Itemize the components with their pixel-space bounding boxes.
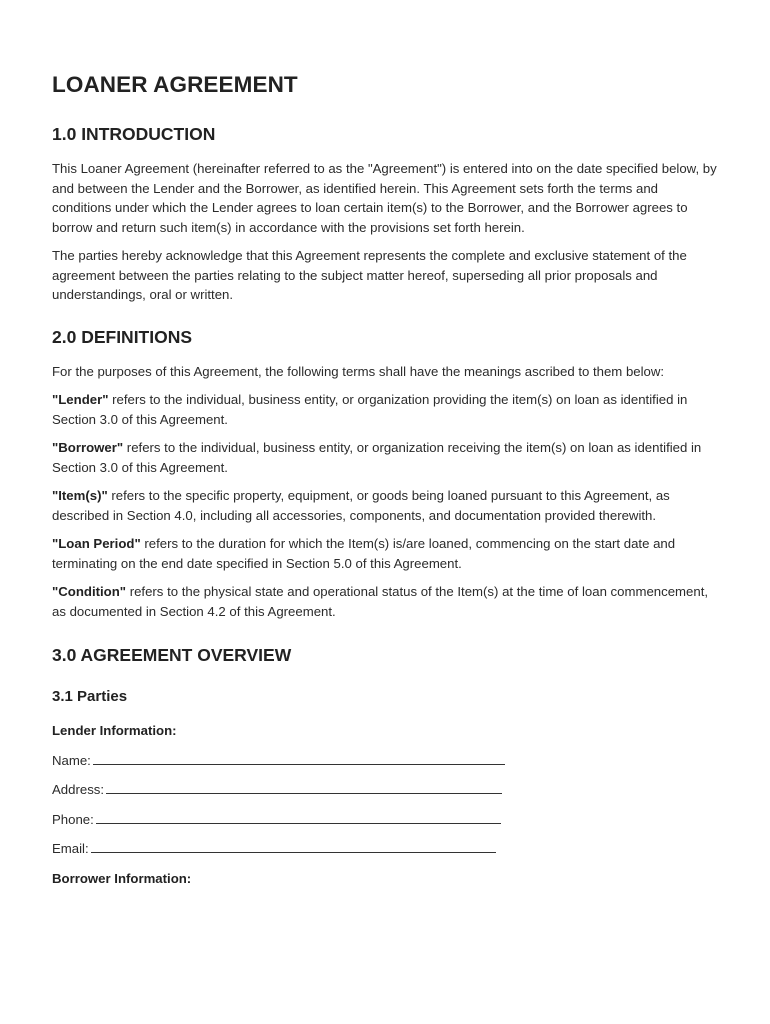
definition-term: "Item(s)"	[52, 488, 108, 503]
field-label: Name:	[52, 752, 91, 768]
fill-in-line[interactable]	[96, 810, 501, 824]
document-title: LOANER AGREEMENT	[52, 72, 298, 97]
definition-loan-period	[52, 534, 718, 573]
definition-text: refers to the individual, business entity, or organization providing the item(s) on loan as identified in Section 3.0 of this Agreement.	[52, 392, 688, 427]
section-heading: 3.0 AGREEMENT OVERVIEW	[52, 645, 292, 665]
borrower-info-label: Borrower Information:	[52, 870, 192, 886]
definition-text: refers to the physical state and operational status of the Item(s) at the time of loan commencement, as documented in Section 4.2 of this Agreement.	[52, 584, 709, 619]
definition-term: "Condition"	[52, 584, 127, 599]
definition-term: "Borrower"	[52, 440, 124, 455]
lender-info-label: Lender Information:	[52, 723, 177, 738]
lender-phone-field[interactable]	[52, 810, 718, 830]
definitions-intro: For the purposes of this Agreement, the following terms shall have the meanings ascribed to them below:	[52, 363, 665, 379]
section-heading: 2.0 DEFINITIONS	[52, 326, 193, 347]
definition-lender	[52, 390, 718, 429]
section-agreement-overview	[52, 645, 718, 888]
definition-borrower	[52, 438, 718, 477]
definition-condition	[52, 582, 718, 621]
field-label: Email:	[52, 841, 89, 856]
definition-text: refers to the specific property, equipment, or goods being loaned pursuant to this Agreement, as described in Section 4.0, including all accessories, components, and documentation provided therewith.	[52, 488, 670, 523]
lender-address-field[interactable]	[52, 780, 718, 800]
paragraph: This Loaner Agreement (hereinafter referred to as the "Agreement") is entered into on the date specified below, by and between the Lender and the Borrower, as identified herein. This Agreement sets forth the terms and conditions under which the Lender agrees to loan certain item(s) to the Borrower, and the Borrower agrees to borrow and return such item(s) in accordance with the provisions set forth herein.	[52, 161, 717, 235]
section-heading: 1.0 INTRODUCTION	[52, 124, 216, 144]
section-definitions	[52, 327, 718, 622]
subsection-heading: 3.1 Parties	[52, 688, 128, 705]
fill-in-line[interactable]	[91, 839, 496, 853]
definition-text: refers to the duration for which the Item(s) is/are loaned, commencing on the start date and terminating on the end date specified in Section 5.0 of this Agreement.	[52, 536, 676, 571]
lender-email-field[interactable]	[52, 839, 718, 859]
field-label: Address:	[52, 782, 105, 797]
section-introduction	[52, 124, 718, 305]
definition-text: refers to the individual, business entity, or organization receiving the item(s) on loan as identified in Section 3.0 of this Agreement.	[52, 440, 702, 475]
fill-in-line[interactable]	[93, 751, 505, 765]
definition-items	[52, 486, 718, 525]
definition-term: "Loan Period"	[52, 536, 141, 551]
paragraph: The parties hereby acknowledge that this Agreement represents the complete and exclusive statement of the agreement between the parties relating to the subject matter hereof, superseding all prior proposals and understandings, oral or written.	[52, 248, 687, 302]
fill-in-line[interactable]	[106, 780, 502, 794]
definition-term: "Lender"	[52, 392, 109, 407]
lender-name-field[interactable]	[52, 751, 718, 771]
field-label: Phone:	[52, 811, 94, 827]
